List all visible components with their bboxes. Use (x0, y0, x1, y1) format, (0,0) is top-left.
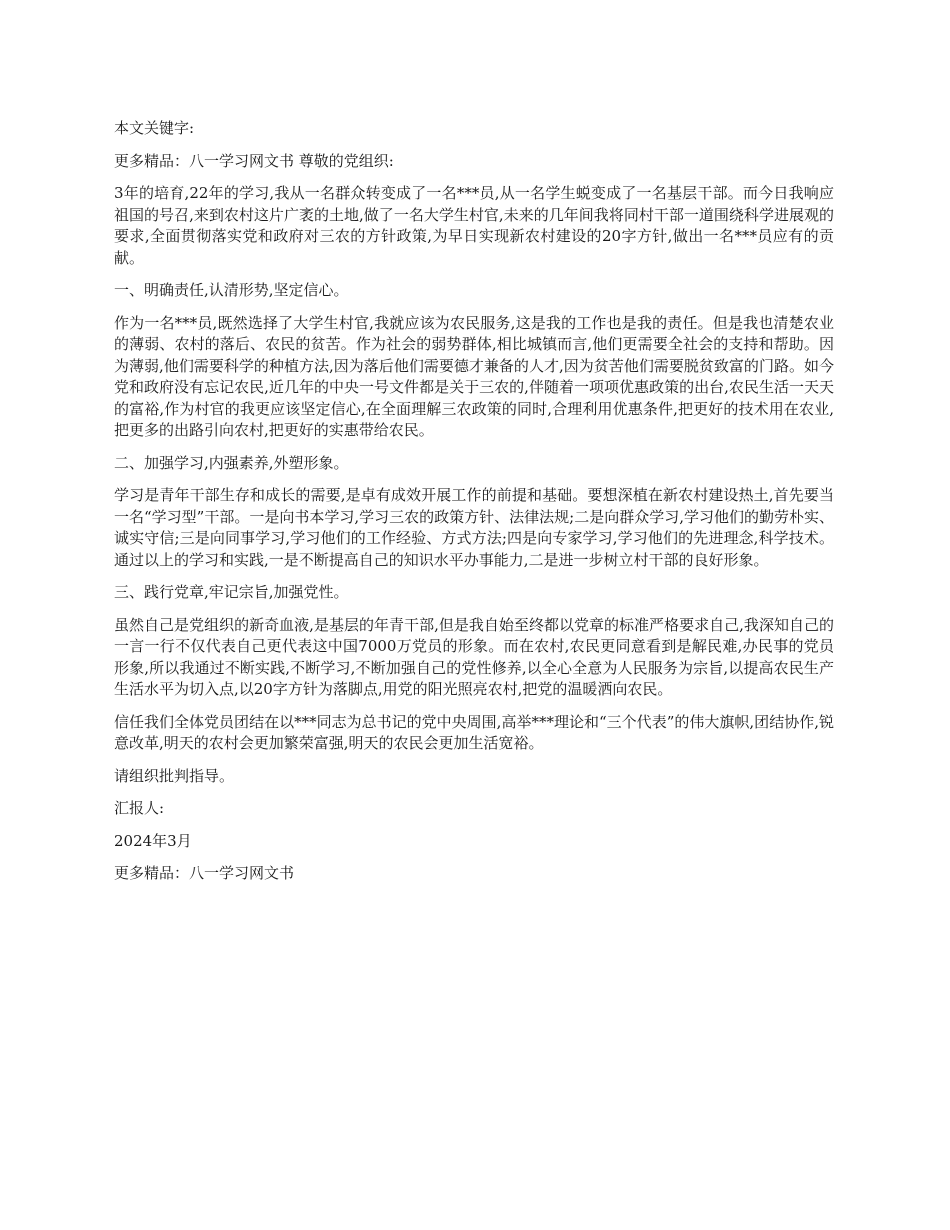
section-heading-3: 三、践行党章,牢记宗旨,加强党性。 (114, 583, 349, 601)
closing-request: 请组织批判指导。 (114, 766, 235, 785)
paragraph-3: 学习是青年干部生存和成长的需要,是卓有成效开展工作的前提和基础。要想深植在新农村建设热土,首先要当一名“学习型”干部。一是向书本学习,学习三农的政策方针、法律法规;二是向群众学习,学习他们的勤劳朴实、诚实守信;三是向同事学习,学习他们的工作经验、方式方法;四是向专家学习,学习他们的先进理念,科学技术。通过以上的学习和实践,一是不断提高自己的知识水平办事能力,二是进一步树立村干部的良好形象。 (114, 486, 834, 569)
paragraph-2: 作为一名***员,既然选择了大学生村官,我就应该为农民服务,这是我的工作也是我的责任。但是我也清楚农业的薄弱、农村的落后、农民的贫苦。作为社会的弱势群体,相比城镇而言,他们更需要全社会的支持和帮助。因为薄弱,他们需要科学的种植方法,因为落后他们需要德才兼备的人才,因为贫苦他们需要脱贫致富的门路。如今党和政府没有忘记农民,近几年的中央一号文件都是关于三农的,伴随着一项项优惠政策的出台,农民生活一天天的富裕,作为村官的我更应该坚定信心,在全面理解三农政策的同时,合理利用优惠条件,把更好的技术用在农业,把更多的出路引向农村,把更好的实惠带给农民。 (114, 313, 834, 439)
section-heading-2: 二、加强学习,内强素养,外塑形象。 (114, 453, 349, 472)
report-date: 2024年3月 (114, 831, 192, 850)
document-body (114, 118, 834, 896)
paragraph-5: 信任我们全体党员团结在以***同志为总书记的党中央周围,高举***理论和“三个代表”的伟大旗帜,团结协作,锐意改革,明天的农村会更加繁荣富强,明天的农民会更加生活宽裕。 (114, 712, 834, 752)
paragraph-4: 虽然自己是党组织的新奇血液,是基层的年青干部,但是我自始至终都以党章的标准严格要求自己,我深知自己的一言一行不仅代表自己更代表这中国7000万党员的形象。而在农村,农民更同意看到是解民难,办民事的党员形象,所以我通过不断实践,不断学习,不断加强自己的党性修养,以全心全意为人民服务为宗旨,以提高农民生产生活水平为切入点,以20字方针为落脚点,用党的阳光照亮农村,把党的温暖洒向农民。 (114, 615, 834, 698)
reporter-label: 汇报人: (114, 799, 165, 817)
section-heading-1: 一、明确责任,认清形势,坚定信心。 (114, 281, 349, 299)
intro-line: 更多精品：八一学习网文书 尊敬的党组织: (114, 151, 394, 170)
keywords-line: 本文关键字: (114, 119, 195, 137)
footer-line: 更多精品：八一学习网文书 (114, 864, 295, 882)
paragraph-1: 3年的培育,22年的学习,我从一名群众转变成了一名***员,从一名学生蜕变成了一名基层干部。而今日我响应祖国的号召,来到农村这片广袤的土地,做了一名大学生村官,未来的几年间我将同村干部一道围绕科学进展观的要求,全面贯彻落实党和政府对三农的方针政策,为早日实现新农村建设的20字方针,做出一名***员应有的贡献。 (114, 184, 834, 267)
